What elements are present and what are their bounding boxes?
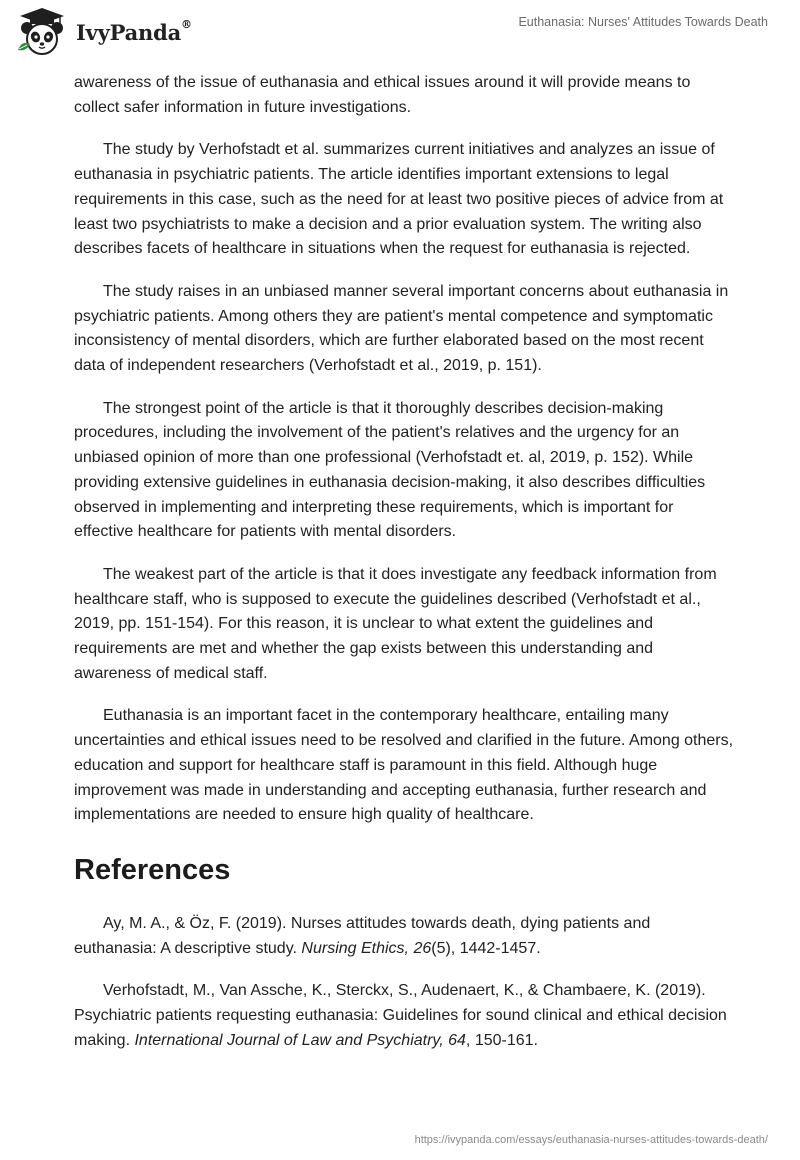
reference-text: , 150-161. (465, 1031, 538, 1049)
paragraph: The strongest point of the article is that it thoroughly describes decision-making procedures, including the involvement of the patient's relatives and the urgency for an unbiased opinion of more than one professional (Verhofstadt et. al, 2019, p. 152). While providing extensive guidelines in euthanasia decision-making, it also describes difficulties observed in implementing and interpreting these requirements, which is important for effective healthcare for patients with mental disorders. (74, 399, 706, 541)
brand-name (76, 17, 192, 45)
references-heading: References (74, 853, 231, 886)
paragraph: Euthanasia is an important facet in the contemporary healthcare, entailing many uncertainties and ethical issues need to be resolved and clarified in the future. Among others, education and support for healthcare staff is paramount in this field. Although huge improvement was made in understanding and accepting euthanasia, further research and implementations are needed to ensure high quality of healthcare. (74, 707, 734, 824)
source-url-link[interactable]: https://ivypanda.com/essays/euthanasia-nurses-attitudes-towards-death/ (414, 1134, 768, 1146)
brand-name-text: IvyPanda (76, 19, 182, 45)
reference-text: Ay, M. A., & Öz, F. (2019). Nurses attitudes towards death, dying patients and euthanasia: A descriptive study. (74, 914, 651, 957)
paragraph: The weakest part of the article is that it does investigate any feedback information from healthcare staff, who is supposed to execute the guidelines described (Verhofstadt et al., 2019, pp. 151-154). For this reason, it is unclear to what extent the guidelines and requirements are met and whether the gap exists between this understanding and awareness of medical staff. (74, 565, 717, 682)
page-header (0, 0, 800, 64)
brand-logo[interactable] (14, 6, 192, 58)
document-title: Euthanasia: Nurses' Attitudes Towards Death (518, 15, 768, 29)
essay-body (74, 71, 734, 1072)
reference-journal: International Journal of Law and Psychiatry, 64 (134, 1031, 466, 1049)
paragraph-continuation: awareness of the issue of euthanasia and ethical issues around it will provide means to collect safer information in future investigations. (74, 74, 691, 116)
registered-mark: ® (181, 17, 192, 31)
reference-item (74, 912, 734, 961)
reference-text: Verhofstadt, M., Van Assche, K., Sterckx, S., Audenaert, K., & Chambaere, K. (2019). Psychiatric patients requesting euthanasia: Guidelines for sound clinical and ethical decision making. (74, 982, 727, 1049)
panda-mascot-icon (14, 6, 70, 58)
reference-item (74, 979, 734, 1053)
reference-journal: Nursing Ethics, 26 (301, 939, 432, 957)
reference-text: (5), 1442-1457. (431, 939, 541, 957)
paragraph: The study raises in an unbiased manner several important concerns about euthanasia in psychiatric patients. Among others they are patient's mental competence and symptomatic inconsistency of mental disorders, which are further elaborated based on the most recent data of independent researchers (Verhofstadt et al., 2019, p. 151). (74, 282, 729, 375)
paragraph: The study by Verhofstadt et al. summarizes current initiatives and analyzes an issue of euthanasia in psychiatric patients. The article identifies important extensions to legal requirements in this case, such as the need for at least two positive pieces of advice from at least two psychiatrists to make a decision and a prior evaluation system. The writing also describes facets of healthcare in situations when the request for euthanasia is rejected. (74, 141, 724, 258)
